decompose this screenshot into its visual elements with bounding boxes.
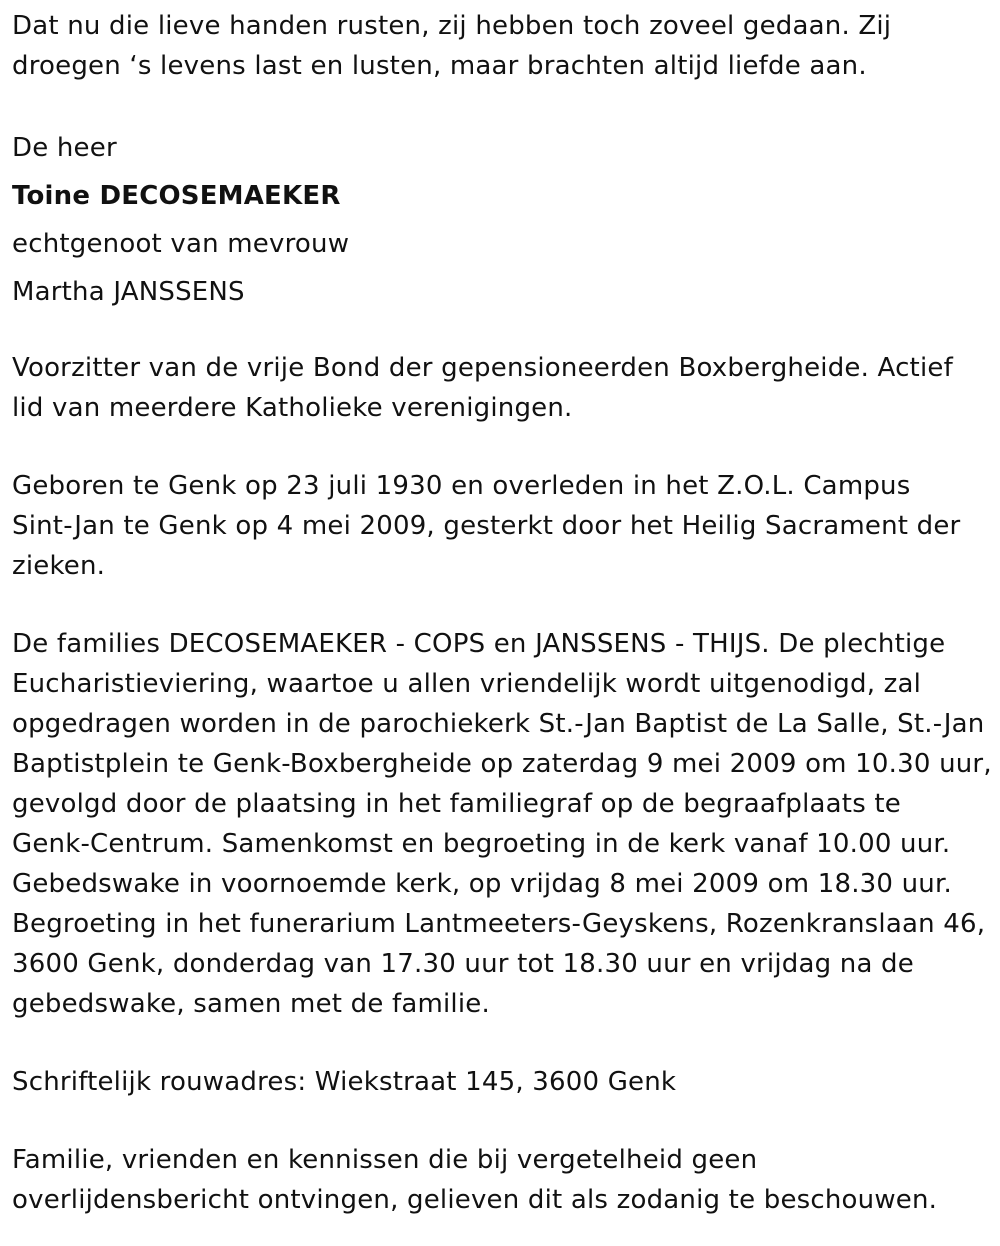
closing-paragraph: Familie, vrienden en kennissen die bij vergetelheid geen overlijdensbericht ontvingen, gelieven dit als zodanig te beschouwen. — [12, 1145, 938, 1215]
relation-text: echtgenoot van mevrouw — [12, 229, 350, 259]
birth-death-paragraph: Geboren te Genk op 23 juli 1930 en overleden in het Z.O.L. Campus Sint-Jan te Genk op 4 mei 2009, gesterkt door het Heilig Sacrament der zieken. — [12, 471, 961, 581]
deceased-name: Toine DECOSEMAEKER — [12, 181, 341, 211]
mourning-address: Schriftelijk rouwadres: Wiekstraat 145, 3600 Genk — [12, 1067, 677, 1097]
ceremony-paragraph: De families DECOSEMAEKER - COPS en JANSSENS - THIJS. De plechtige Eucharistieviering, waartoe u allen vriendelijk wordt uitgenodigd, zal opgedragen worden in de parochiekerk St.-Jan Baptist de La Salle, St.-Jan Baptistplein te Genk-Boxbergheide op zaterdag 9 mei 2009 om 10.30 uur, gevolgd door de plaatsing in het familiegraf op de begraafplaats te Genk-Centrum. Samenkomst en begroeting in de kerk vanaf 10.00 uur. Gebedswake in voornoemde kerk, op vrijdag 8 mei 2009 om 18.30 uur. Begroeting in het funerarium Lantmeeters-Geyskens, Rozenkranslaan 46, 3600 Genk, donderdag van 17.30 uur tot 18.30 uur en vrijdag na de gebedswake, samen met de familie. — [12, 629, 992, 1019]
deceased-block — [12, 124, 992, 316]
obituary-notice — [12, 6, 992, 1220]
affiliations-paragraph: Voorzitter van de vrije Bond der gepensioneerden Boxbergheide. Actief lid van meerdere Katholieke verenigingen. — [12, 353, 953, 423]
spouse-name: Martha JANSSENS — [12, 277, 245, 307]
memorial-verse: Dat nu die lieve handen rusten, zij hebben toch zoveel gedaan. Zij droegen ‘s levens last en lusten, maar brachten altijd liefde aan. — [12, 11, 892, 81]
salutation: De heer — [12, 133, 117, 163]
